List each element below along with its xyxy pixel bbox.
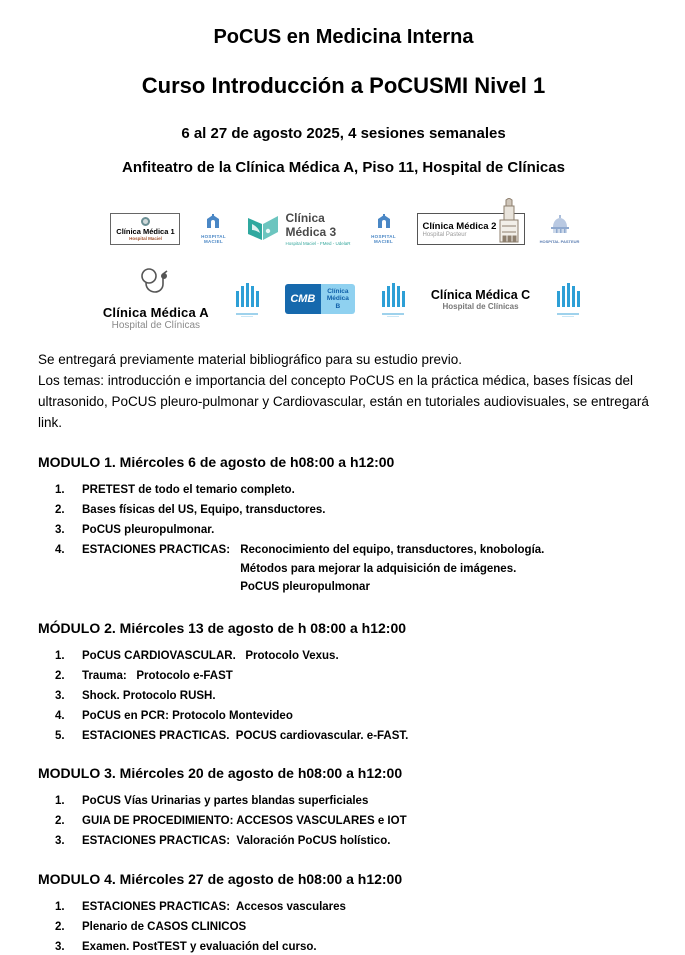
list-item: 1. PRETEST de todo el temario completo. [55, 484, 295, 497]
cmb-abbr: CMB [290, 293, 316, 305]
hospital-pasteur-caption: HOSPITAL PASTEUR [539, 238, 580, 244]
hospital-maciel-caption: HOSPITAL MACIEL [201, 233, 226, 244]
hospital-de-clinicas-caption-bar [236, 313, 258, 315]
hospital-de-clinicas-caption-bar [557, 313, 579, 315]
clinica-medica-3-subtitle: Hospital Maciel - FMed - UdelaR [285, 240, 351, 246]
hospital-de-clinicas-caption-bar [382, 313, 404, 315]
list-item: 2. GUIA DE PROCEDIMIENTO: ACCESOS VASCULARES e IOT [55, 815, 407, 828]
intro-line-1: Se entregará previamente material bibliográfico para su estudio previo. [38, 352, 462, 367]
pasteur-tower-sketch-icon [496, 198, 522, 249]
hospital-de-clinicas-logo [552, 281, 584, 317]
hospital-de-clinicas-caption-bar-2 [562, 316, 574, 317]
hospital-de-clinicas-caption-bar-2 [387, 316, 399, 317]
clinica-medica-a-title: Clínica Médica A [102, 304, 209, 320]
hospital-de-clinicas-logo [231, 281, 263, 317]
clinica-medica-c-title: Clínica Médica C [430, 287, 531, 302]
clinica-medica-b-logo [285, 284, 355, 314]
hospital-maciel-caption: HOSPITAL MACIEL [371, 233, 396, 244]
hospital-maciel-logo [198, 214, 228, 245]
list-item: 4. PoCUS en PCR: Protocolo Montevideo [55, 709, 293, 722]
hospital-de-clinicas-logo [377, 281, 409, 317]
course-subtitle: Curso Introducción a PoCUSMI Nivel 1 [141, 73, 546, 98]
intro-line-2: Los temas: introducción e importancia del concepto PoCUS en la práctica médica, bases físicas del ultrasonido, PoCUS pleuro-pulmonar y Cardiovascular, están en tutoriales audiovisuales, se entregará link. [38, 373, 649, 431]
list-item: 3. PoCUS pleuropulmonar. [55, 524, 215, 537]
cmb-name-box [321, 284, 355, 314]
clinica-medica-3-title-line1: Clínica [285, 211, 325, 226]
list-item: 3. Shock. Protocolo RUSH. [55, 689, 216, 702]
module-4 [38, 871, 649, 955]
module-2 [38, 620, 649, 745]
cmb-name-line3: B [335, 302, 341, 310]
clinica-medica-1-emblem-icon [141, 217, 150, 226]
course-location: Anfiteatro de la Clínica Médica A, Piso 11, Hospital de Clínicas [122, 159, 565, 176]
list-item: 2. Plenario de CASOS CLINICOS [55, 920, 247, 933]
hospital-pasteur-logo [539, 215, 580, 244]
list-item: 3. Examen. PostTEST y evaluación del curso. [55, 940, 317, 953]
stethoscope-icon [133, 268, 179, 305]
module-1-heading: MODULO 1. Miércoles 6 de agosto de h08:00 a h12:00 [38, 454, 395, 471]
module-3 [38, 765, 649, 850]
hospital-maciel-logo [369, 214, 399, 245]
course-dates: 6 al 27 de agosto 2025, 4 sesiones semanales [181, 125, 506, 142]
hospital-de-clinicas-building-icon [233, 281, 261, 312]
list-item: 1. PoCUS Vías Urinarias y partes blandas superficiales [55, 795, 369, 808]
clinica-medica-1-subtitle: Hospital Maciel [129, 236, 162, 241]
clinica-medica-c-subtitle: Hospital de Clínicas [442, 301, 519, 311]
cmb-name-line2: Médica [326, 295, 349, 303]
clinica-medica-a-subtitle: Hospital de Clínicas [111, 319, 201, 331]
practical-stations-details: Reconocimiento del equipo, transductores, knobología. Métodos para mejorar la adquisición de imágenes. PoCUS pleuropulmonar [240, 544, 545, 594]
hospital-pasteur-dome-icon [548, 215, 572, 239]
clinica-medica-2-title: Clínica Médica 2 [422, 220, 497, 232]
module-1 [38, 454, 649, 599]
hospital-maciel-icon [375, 214, 393, 234]
module-2-heading: MÓDULO 2. Miércoles 13 de agosto de h 08:00 a h12:00 [38, 619, 407, 636]
logo-row-1 [38, 198, 649, 260]
list-item: 1. ESTACIONES PRACTICAS: Accesos vasculares [55, 900, 346, 913]
clinica-medica-a-logo [103, 268, 209, 331]
clinica-medica-c-logo [431, 288, 530, 311]
clinica-medica-3-logo [246, 212, 350, 247]
hospital-maciel-icon [204, 214, 222, 234]
cmb-name-line1: Clínica [327, 287, 349, 295]
list-item: 2. Bases físicas del US, Equipo, transductores. [55, 504, 326, 517]
clinica-medica-3-title-line2: Médica 3 [285, 224, 337, 239]
list-item: 4. ESTACIONES PRACTICAS: Reconocimiento del equipo, transductores, knobología. Métodos para mejorar la adquisición de imágenes. PoCUS pleuropulmonar [55, 543, 649, 599]
clinica-medica-1-logo [110, 213, 180, 245]
list-item: 2. Trauma: Protocolo e-FAST [55, 669, 233, 682]
logo-row-2 [38, 266, 649, 332]
intro-paragraph [38, 349, 649, 433]
hospital-de-clinicas-building-icon [554, 281, 582, 312]
clinica-medica-2-subtitle: Hospital Pasteur [422, 231, 467, 238]
list-item: 5. ESTACIONES PRACTICAS. POCUS cardiovascular. e-FAST. [55, 729, 409, 742]
clinica-medica-1-title: Clínica Médica 1 [116, 227, 175, 236]
cmb-abbr-box [285, 284, 321, 314]
open-book-icon [246, 212, 280, 247]
module-4-heading: MODULO 4. Miércoles 27 de agosto de h08:00 a h12:00 [38, 870, 403, 887]
list-item: 1. PoCUS CARDIOVASCULAR. Protocolo Vexus. [55, 649, 339, 662]
hospital-de-clinicas-caption-bar-2 [241, 316, 253, 317]
module-3-heading: MODULO 3. Miércoles 20 de agosto de h08:00 a h12:00 [38, 765, 403, 782]
course-title: PoCUS en Medicina Interna [213, 26, 474, 48]
hospital-de-clinicas-building-icon [379, 281, 407, 312]
clinica-medica-2-logo [417, 213, 525, 245]
list-item: 3. ESTACIONES PRACTICAS: Valoración PoCUS holístico. [55, 835, 391, 848]
